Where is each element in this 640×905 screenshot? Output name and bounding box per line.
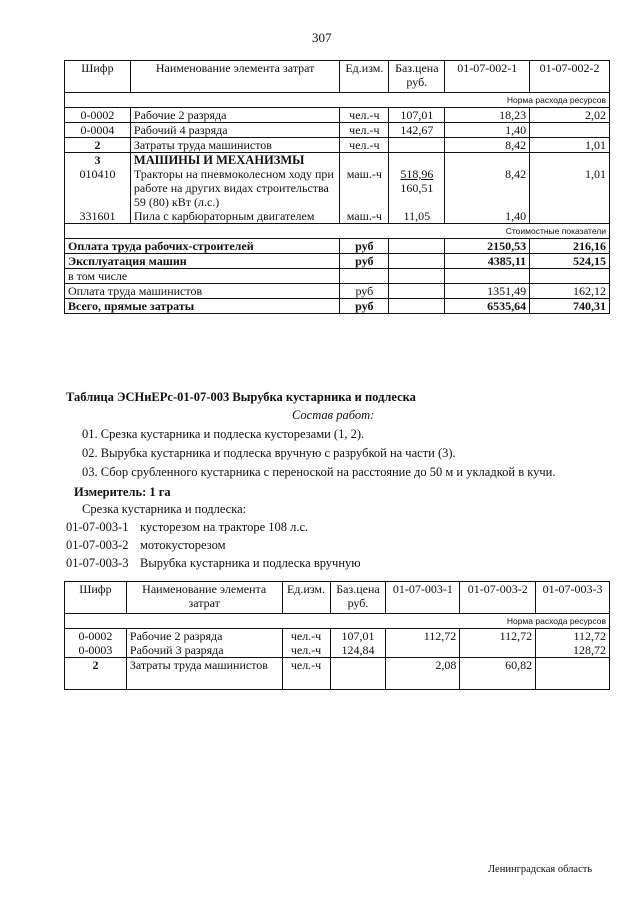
table-row [65,209,610,224]
norm-row [65,614,610,629]
row-code: 2 [65,138,131,153]
cost-name: Эксплуатация машин [65,254,340,269]
row-code: 0-0003 [65,643,127,658]
row-name: Тракторы на пневмоколесном ходу при работе на других видах строительства 59 (80) кВт (л.с.) [130,167,339,209]
row-value-1: 8,42 [445,138,530,153]
cost-row [65,239,610,254]
machines-title: МАШИНЫ И МЕХАНИЗМЫ [130,153,339,168]
cost-value-2: 216,16 [530,239,610,254]
header-code: Шифр [65,582,127,614]
cost-value-2: 740,31 [530,299,610,314]
page-number: 307 [312,30,332,45]
header-col1: 01-07-002-1 [445,61,530,93]
row-unit: чел.-ч [340,108,389,123]
table-header-row [65,61,610,93]
cost-unit: руб [340,299,389,314]
row-value-1: 18,23 [445,108,530,123]
resource-table-01-07-002 [64,60,610,314]
row-value-2: 1,01 [530,167,610,209]
cost-value-1: 1351,49 [445,284,530,299]
row-value-2: 112,72 [460,629,536,644]
section-title: Таблица ЭСНиЕРс-01-07-003 Вырубка кустарника и подлеска [66,390,416,404]
norm-label: Норма расхода ресурсов [65,93,610,108]
row-value-1: 1,40 [445,123,530,138]
table-row [65,108,610,123]
cost-value-2: 524,15 [530,254,610,269]
cost-name: Оплата труда машинистов [65,284,340,299]
row-value-2 [530,209,610,224]
row-code: 0-0004 [65,123,131,138]
variant-code: 01-07-003-3 [66,556,129,570]
cost-label-row [65,224,610,239]
cost-name: Всего, прямые затраты [65,299,340,314]
row-value-3: 128,72 [536,643,610,658]
table-row [65,138,610,153]
row-price [389,167,445,209]
row-code: 0-0002 [65,108,131,123]
row-code: 0-0002 [65,629,127,644]
cost-label: Стоимостные показатели [65,224,610,239]
variant-text: мотокусторезом [140,538,226,552]
row-unit: чел.-ч [282,643,330,658]
table-row [65,658,610,690]
header-name: Наименование элемента затрат [126,582,282,614]
header-col2: 01-07-002-2 [530,61,610,93]
work-item: 02. Вырубка кустарника и подлеска вручную с разрубкой на части (3). [82,446,456,460]
composition-heading: Состав работ: [292,408,375,422]
cutting-heading: Срезка кустарника и подлеска: [82,502,247,516]
row-value-2: 1,01 [530,138,610,153]
row-price: 107,01 [330,629,386,644]
table-header-row [65,582,610,614]
row-value-3 [536,658,610,690]
row-value-1: 1,40 [445,209,530,224]
row-name: Затраты труда машинистов [126,658,282,690]
row-unit: чел.-ч [340,138,389,153]
cost-unit [340,269,389,284]
header-name: Наименование элемента затрат [130,61,339,93]
row-price [330,658,386,690]
row-code: 2 [65,658,127,690]
header-price: Баз.цена руб. [330,582,386,614]
measure-unit: Измеритель: 1 га [74,485,171,499]
header-unit: Ед.изм. [340,61,389,93]
row-price: 124,84 [330,643,386,658]
cost-row [65,284,610,299]
row-name: Пила с карбюраторным двигателем [130,209,339,224]
machines-code: 3 [65,153,131,168]
resource-table-01-07-003 [64,581,610,690]
header-col1: 01-07-003-1 [386,582,460,614]
variant-code: 01-07-003-1 [66,520,129,534]
row-name: Рабочие 2 разряда [126,629,282,644]
region-footer: Ленинградская область [488,864,593,875]
header-col3: 01-07-003-3 [536,582,610,614]
row-price: 11,05 [389,209,445,224]
cost-value-1: 6535,64 [445,299,530,314]
row-value-2 [460,643,536,658]
cost-value-2 [530,269,610,284]
row-unit: чел.-ч [282,629,330,644]
cost-name: Оплата труда рабочих-строителей [65,239,340,254]
price-current: 518,96 [400,167,434,181]
variant-text: кусторезом на тракторе 108 л.с. [140,520,309,534]
row-price: 107,01 [389,108,445,123]
row-value-2: 60,82 [460,658,536,690]
row-code: 331601 [65,209,131,224]
row-unit: маш.-ч [340,167,389,209]
table-row [65,123,610,138]
row-unit: маш.-ч [340,209,389,224]
row-name: Рабочие 2 разряда [130,108,339,123]
row-value-1: 2,08 [386,658,460,690]
cost-unit: руб [340,284,389,299]
cost-row [65,254,610,269]
cost-row [65,299,610,314]
cost-unit: руб [340,254,389,269]
row-code: 010410 [65,167,131,209]
row-unit: чел.-ч [282,658,330,690]
cost-value-2: 162,12 [530,284,610,299]
cost-value-1: 4385,11 [445,254,530,269]
row-price [389,138,445,153]
cost-name: в том числе [65,269,340,284]
price-old: 160,51 [400,181,434,195]
cost-row [65,269,610,284]
header-col2: 01-07-003-2 [460,582,536,614]
variant-text: Вырубка кустарника и подлеска вручную [140,556,361,570]
row-value-1 [386,643,460,658]
row-value-3: 112,72 [536,629,610,644]
cost-unit: руб [340,239,389,254]
row-name: Рабочий 3 разряда [126,643,282,658]
row-price: 142,67 [389,123,445,138]
cost-value-1 [445,269,530,284]
row-name: Рабочий 4 разряда [130,123,339,138]
machines-row [65,153,610,168]
work-item: 03. Сбор срубленного кустарника с переноской на расстояние до 50 м и укладкой в кучи. [82,465,556,479]
header-unit: Ед.изм. [282,582,330,614]
table-row [65,643,610,658]
row-name: Затраты труда машинистов [130,138,339,153]
row-value-2: 2,02 [530,108,610,123]
norm-label: Норма расхода ресурсов [65,614,610,629]
row-unit: чел.-ч [340,123,389,138]
row-value-1: 8,42 [445,167,530,209]
header-code: Шифр [65,61,131,93]
norm-row [65,93,610,108]
work-item: 01. Срезка кустарника и подлеска кусторезами (1, 2). [82,427,365,441]
cost-value-1: 2150,53 [445,239,530,254]
table-row [65,629,610,644]
table-row [65,167,610,209]
row-value-2 [530,123,610,138]
row-value-1: 112,72 [386,629,460,644]
header-price: Баз.цена руб. [389,61,445,93]
variant-code: 01-07-003-2 [66,538,129,552]
